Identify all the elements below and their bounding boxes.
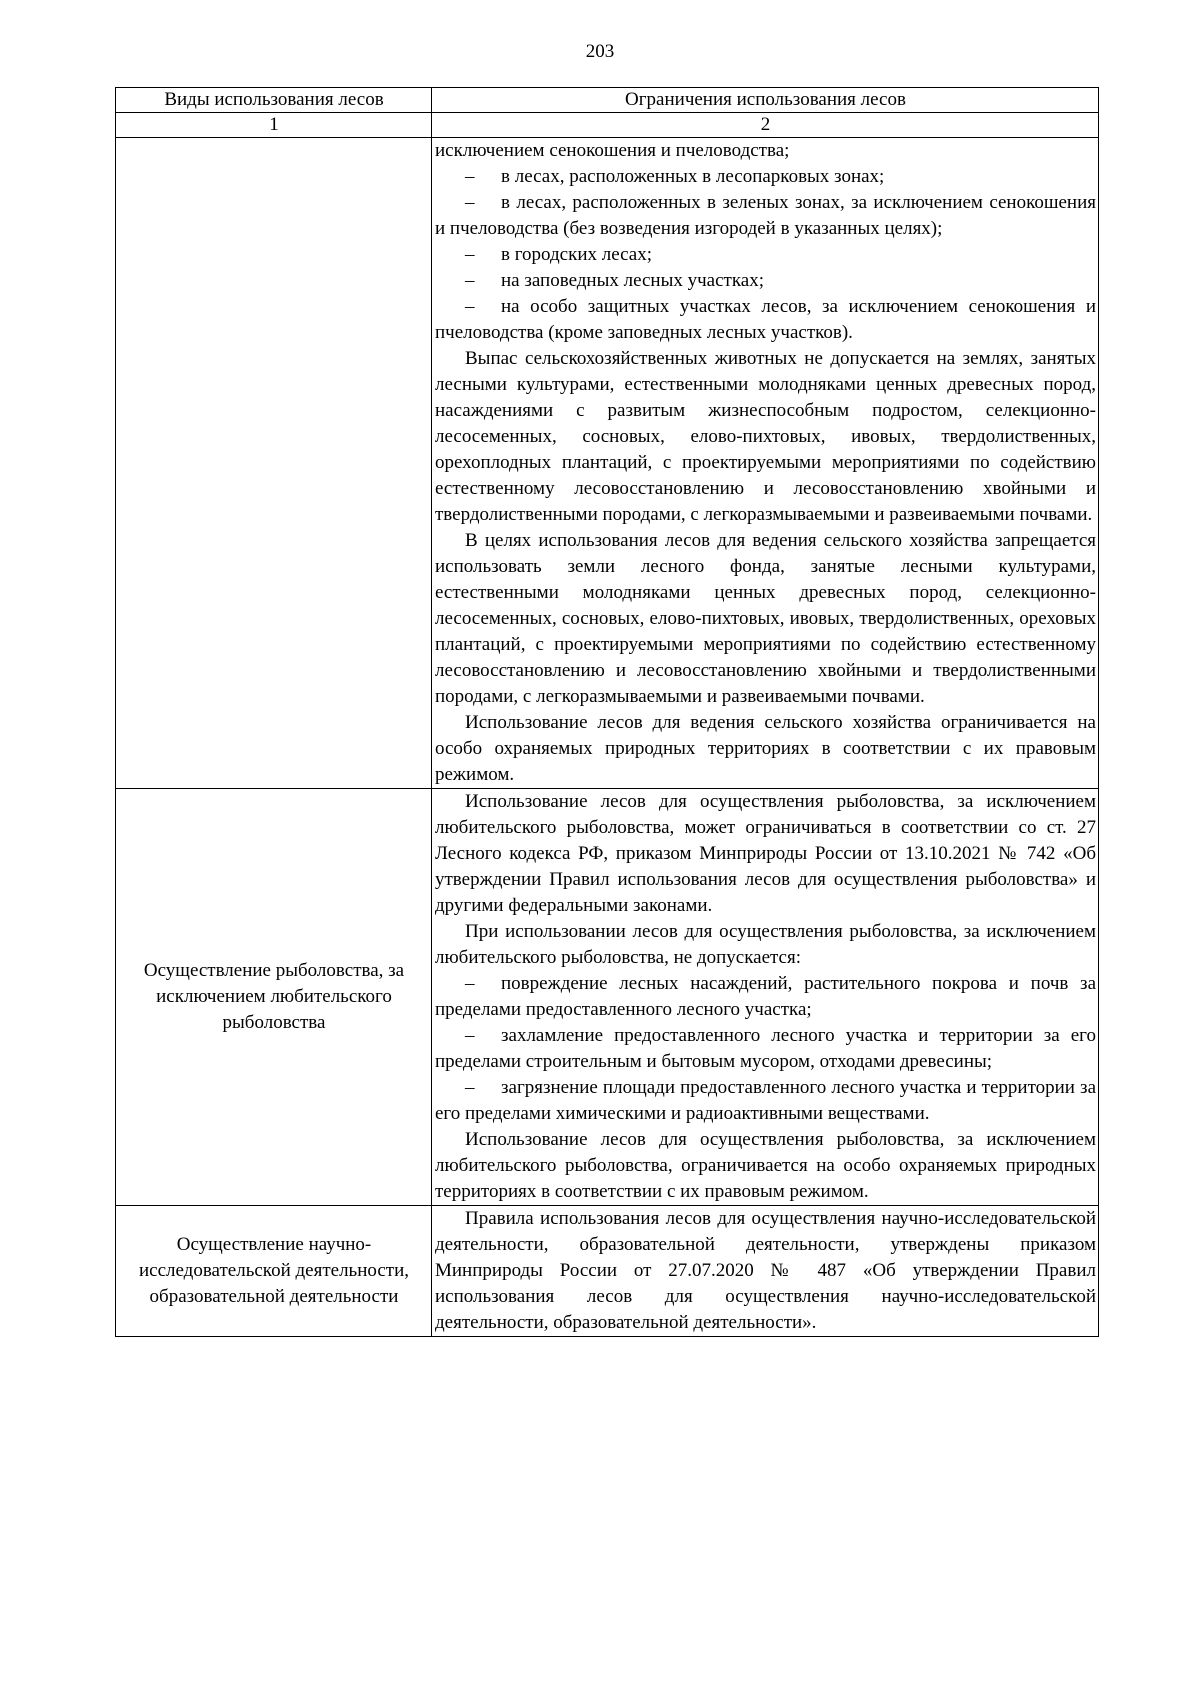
table-row-research-education <box>116 1206 1099 1337</box>
restriction-list-item-text: захламление предоставленного лесного участка и территории за его пределами строительным и бытовым мусором, отходами древесины; <box>435 1025 1096 1072</box>
restriction-list-item-text: повреждение лесных насаждений, растительного покрова и почв за пределами предоставленного лесного участка; <box>435 973 1096 1020</box>
restriction-paragraph: исключением сенокошения и пчеловодства; <box>435 140 790 161</box>
table-column-number-row <box>116 113 1099 138</box>
restriction-paragraph: При использовании лесов для осуществления рыболовства, за исключением любительского рыболовства, не допускается: <box>435 921 1096 968</box>
use-type-cell <box>116 138 432 789</box>
restriction-list-item-text: в городских лесах; <box>501 244 653 265</box>
restriction-list-item <box>435 971 1096 1023</box>
restriction-list-item <box>435 164 1096 190</box>
restriction-list-item <box>435 1023 1096 1075</box>
restriction-list-item-text: в лесах, расположенных в зеленых зонах, за исключением сенокошения и пчеловодства (без возведения изгородей в указанных целях); <box>435 192 1096 239</box>
restriction-list-item-text: загрязнение площади предоставленного лесного участка и территории за его пределами химическими и радиоактивными веществами. <box>435 1077 1096 1124</box>
restriction-list-item <box>435 190 1096 242</box>
use-type-cell: Осуществление научно-исследовательской деятельности, образовательной деятельности <box>116 1206 432 1337</box>
restriction-list-item-text: на заповедных лесных участках; <box>501 270 764 291</box>
restriction-list-item <box>435 242 1096 268</box>
column-header-use-types: Виды использования лесов <box>116 88 432 113</box>
restrictions-cell <box>432 1206 1099 1337</box>
restriction-list-item <box>435 294 1096 346</box>
table-row-agriculture <box>116 138 1099 789</box>
use-type-cell: Осуществление рыболовства, за исключением любительского рыболовства <box>116 789 432 1206</box>
restriction-list-item-text: на особо защитных участках лесов, за исключением сенокошения и пчеловодства (кроме заповедных лесных участков). <box>435 296 1096 343</box>
dash-bullet: – <box>465 244 475 265</box>
table-row-fishing <box>116 789 1099 1206</box>
page-number: 203 <box>585 41 615 62</box>
dash-bullet: – <box>465 270 475 291</box>
restriction-paragraph: Использование лесов для ведения сельского хозяйства ограничивается на особо охраняемых природных территориях в соответствии с их правовым режимом. <box>435 712 1096 785</box>
dash-bullet: – <box>465 973 475 994</box>
dash-bullet: – <box>465 166 475 187</box>
restrictions-cell <box>432 138 1099 789</box>
column-header-restrictions: Ограничения использования лесов <box>432 88 1099 113</box>
dash-bullet: – <box>465 1025 475 1046</box>
restriction-paragraph: Правила использования лесов для осуществления научно-исследовательской деятельности, образовательной деятельности, утверждены приказом Минприроды России от 27.07.2020 № 487 «Об утверждении Правил использования лесов для осуществления научно-исследовательской деятельности, образовательной деятельности». <box>435 1208 1096 1333</box>
dash-bullet: – <box>465 192 475 213</box>
dash-bullet: – <box>465 296 475 317</box>
restriction-list-item-text: в лесах, расположенных в лесопарковых зонах; <box>501 166 885 187</box>
restriction-paragraph: В целях использования лесов для ведения сельского хозяйства запрещается использовать земли лесного фонда, занятые лесными культурами, естественными молодняками ценных древесных пород, селекционно-лесосеменных, сосновых, елово-пихтовых, ивовых, твердолиственных, ореховых плантаций, с проектируемыми мероприятиями по содействию естественному лесовосстановлению и лесовосстановлению хвойными и твердолиственными породами, с легкоразмываемыми и развеиваемыми почвами. <box>435 530 1096 707</box>
table-header-row <box>116 88 1099 113</box>
restriction-list-item <box>435 268 1096 294</box>
restriction-list-item <box>435 1075 1096 1127</box>
column-number-1: 1 <box>116 113 432 138</box>
restriction-paragraph: Использование лесов для осуществления рыболовства, за исключением любительского рыболовства, ограничивается на особо охраняемых природных территориях в соответствии с их правовым режимом. <box>435 1129 1096 1202</box>
restriction-paragraph: Использование лесов для осуществления рыболовства, за исключением любительского рыболовства, может ограничиваться в соответствии со ст. 27 Лесного кодекса РФ, приказом Минприроды России от 13.10.2021 № 742 «Об утверждении Правил использования лесов для осуществления рыболовства» и другими федеральными законами. <box>435 791 1096 916</box>
dash-bullet: – <box>465 1077 475 1098</box>
column-number-2: 2 <box>432 113 1099 138</box>
restrictions-cell <box>432 789 1099 1206</box>
forest-use-restrictions-table <box>115 87 1099 1337</box>
restriction-paragraph: Выпас сельскохозяйственных животных не допускается на землях, занятых лесными культурами, естественными молодняками ценных древесных пород, насаждениями с развитым жизнеспособным подростом, селекционно-лесосеменных, сосновых, елово-пихтовых, ивовых, твердолиственных, орехоплодных плантаций, с проектируемыми мероприятиями по содействию естественному лесовосстановлению и лесовосстановлению хвойными и твердолиственными породами, с легкоразмываемыми и развеиваемыми почвами. <box>435 348 1096 525</box>
